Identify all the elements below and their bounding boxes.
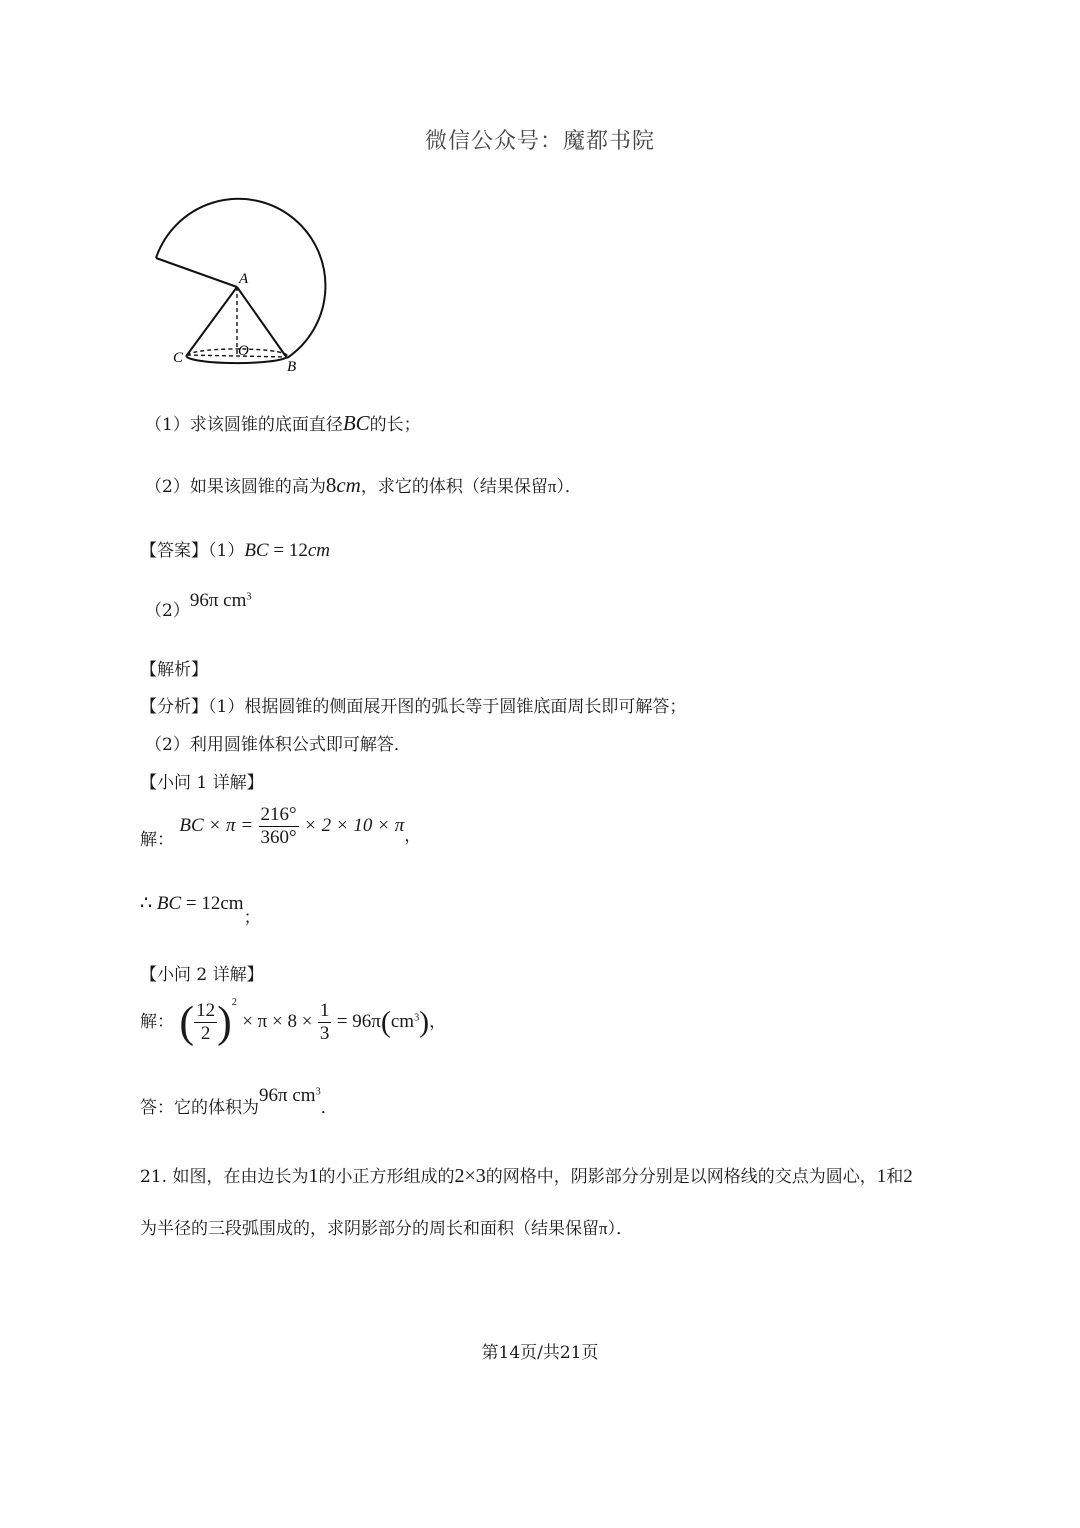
detail-2-den: 2 (200, 1023, 211, 1044)
base-diameter (187, 355, 287, 357)
q21-grid: 2×3 (454, 1165, 486, 1187)
q2-pi: π (547, 477, 557, 496)
detail-2-ans-end: ． (320, 1098, 338, 1118)
right-paren: ) (217, 997, 232, 1047)
detail-1-lhs: BC × π = (179, 814, 254, 836)
q2-unit: cm (336, 473, 361, 497)
detail-2-unit-exp: 3 (414, 1012, 420, 1024)
therefore-symbol: ∴ (140, 893, 157, 914)
watermark-header: 微信公众号：魔都书院 (424, 129, 655, 154)
detail-2-exp: 2 (231, 997, 237, 1008)
detail-1-comma: ， (404, 825, 422, 846)
detail-2-ans-val: 96π cm (259, 1085, 316, 1106)
detail-2-fraction (194, 1001, 217, 1044)
q2-suffix: ，求它的体积（结果保留 (360, 477, 548, 497)
answer-p1-unit: cm (307, 540, 330, 561)
question-1 (145, 410, 421, 436)
label-C: C (173, 350, 184, 366)
detail-2-jie: 解： (140, 1012, 174, 1032)
detail-1-result (140, 892, 261, 928)
detail-2-mid: × π × 8 × (242, 1011, 313, 1032)
detail-2-num2: 1 (319, 1000, 330, 1022)
detail-1-result-val: = 12cm (181, 893, 244, 914)
q21-text-b: 的小正方形组成的 (318, 1167, 455, 1187)
answer-p1-eq: = 12 (268, 540, 308, 561)
q2-value: 8 (325, 473, 337, 497)
fenxi-line-1: （1）根据圆锥的侧面展开图的弧长等于圆锥底面周长即可解答； (208, 697, 687, 717)
label-O: O (238, 343, 249, 359)
detail-2-ans-exp: 3 (315, 1086, 321, 1098)
detail-1-jie: 解： (140, 829, 174, 850)
answer-p1-label: （1） (208, 541, 245, 561)
answer-line-2 (145, 590, 251, 621)
detail-1-formula (140, 805, 421, 850)
question-21-line-1 (140, 1162, 913, 1188)
q21-text-a: 21. 如图，在由边长为 (140, 1167, 309, 1187)
q21-one: 1 (308, 1165, 319, 1187)
cone-net-figure (140, 195, 340, 380)
detail-2-title: 【小问 2 详解】 (140, 965, 264, 985)
answer-p2-exp: 3 (246, 591, 252, 603)
q1-var: BC (342, 411, 370, 435)
answer-p1-lhs: BC (244, 540, 269, 561)
detail-1-result-var: BC (156, 893, 182, 914)
answer-p2-value: 96π cm (189, 590, 247, 611)
detail-2-comma: ， (429, 1012, 447, 1032)
page-number: 第14页/共21页 (481, 1343, 599, 1363)
q21-and: 和 (886, 1167, 904, 1187)
detail-1-rhs: × 2 × 10 × π (304, 814, 405, 836)
detail-1-den: 360° (260, 826, 297, 848)
q21-r2: 2 (903, 1166, 913, 1187)
analysis-tag: 【解析】 (140, 660, 208, 680)
unit-left-paren: ( (380, 1005, 391, 1039)
fenxi-tag: 【分析】 (140, 697, 208, 717)
question-2 (145, 472, 582, 498)
detail-2-unit: cm (390, 1011, 415, 1032)
detail-1-semicolon: ； (243, 908, 261, 928)
detail-2-formula (140, 997, 446, 1045)
detail-2-num: 12 (196, 1000, 216, 1022)
fenxi-line-2: （2）利用圆锥体积公式即可解答． (145, 735, 411, 755)
detail-2-ans-text: 答：它的体积为 (140, 1098, 259, 1118)
q21-r1: 1 (876, 1166, 887, 1187)
q1-prefix: （1）求该圆锥的底面直径 (145, 415, 343, 435)
detail-2-fraction-2 (318, 1001, 332, 1044)
detail-2-eq: = 96π (336, 1011, 381, 1032)
answer-line-1 (140, 536, 330, 562)
answer-tag: 【答案】 (140, 541, 208, 561)
unit-right-paren: ) (419, 1005, 430, 1039)
detail-2-answer (140, 1085, 338, 1118)
q2-prefix: （2）如果该圆锥的高为 (145, 477, 326, 497)
q21-text-c: 的网格中，阴影部分分别是以网格线的交点为圆心， (485, 1167, 877, 1187)
q1-suffix: 的长； (369, 415, 421, 435)
answer-p2-label: （2） (145, 601, 190, 621)
q21-pi: π (599, 1219, 608, 1238)
detail-1-fraction (259, 805, 299, 848)
cone-slant-left (187, 287, 237, 355)
detail-1-num: 216° (260, 804, 297, 825)
left-paren: ( (179, 997, 195, 1047)
question-21-line-2 (140, 1214, 633, 1239)
analysis-line-1 (140, 692, 686, 717)
q21-line-2-b: ）． (607, 1219, 634, 1239)
q21-line-2-a: 为半径的三段弧围成的，求阴影部分的周长和面积（结果保留 (140, 1219, 599, 1239)
q2-end: ）． (556, 477, 582, 497)
sector-radius-left (156, 258, 237, 287)
detail-1-title: 【小问 1 详解】 (140, 773, 264, 793)
label-B: B (287, 359, 297, 375)
detail-2-den2: 3 (319, 1023, 330, 1044)
label-A: A (239, 271, 249, 287)
